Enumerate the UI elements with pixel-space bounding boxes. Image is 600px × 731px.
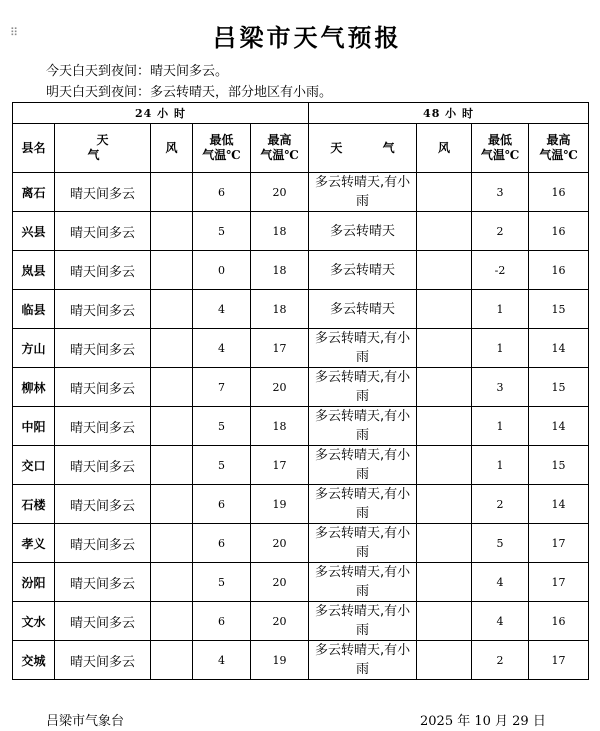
wind-48h xyxy=(417,524,472,563)
wind-48h xyxy=(417,212,472,251)
high-temp-24h: 19 xyxy=(251,485,309,524)
period-24h-header: 24 小 时 xyxy=(13,103,309,124)
county-name: 交城 xyxy=(13,641,55,680)
high-temp-48h: 16 xyxy=(529,602,589,641)
wind-48h xyxy=(417,446,472,485)
high-temp-48h: 16 xyxy=(529,173,589,212)
table-row xyxy=(13,251,589,290)
table-row xyxy=(13,602,589,641)
low-temp-24h: 0 xyxy=(193,251,251,290)
low-temp-24h: 6 xyxy=(193,485,251,524)
wind-24h xyxy=(151,524,193,563)
county-name: 岚县 xyxy=(13,251,55,290)
wind-24h xyxy=(151,407,193,446)
low-temp-48h-header-line1: 最低 xyxy=(488,133,513,147)
county-name: 中阳 xyxy=(13,407,55,446)
summary-today: 今天白天到夜间：晴天间多云。 xyxy=(46,64,229,79)
county-name: 方山 xyxy=(13,329,55,368)
weather-24h: 晴天间多云 xyxy=(55,641,151,680)
weather-48h: 多云转晴天,有小雨 xyxy=(309,368,417,407)
weather-24h: 晴天间多云 xyxy=(55,329,151,368)
forecast-table xyxy=(12,102,589,680)
high-temp-24h-header xyxy=(251,124,309,173)
weather-24h: 晴天间多云 xyxy=(55,602,151,641)
high-temp-24h: 18 xyxy=(251,212,309,251)
wind-48h xyxy=(417,485,472,524)
high-temp-48h-header-line1: 最高 xyxy=(546,133,571,147)
wind-48h xyxy=(417,290,472,329)
county-name: 文水 xyxy=(13,602,55,641)
drag-handle-icon[interactable]: ⠿ xyxy=(10,26,18,39)
wind-48h-header: 风 xyxy=(417,124,472,173)
low-temp-24h: 5 xyxy=(193,563,251,602)
wind-48h xyxy=(417,251,472,290)
weather-24h: 晴天间多云 xyxy=(55,368,151,407)
table-row xyxy=(13,329,589,368)
wind-48h xyxy=(417,641,472,680)
low-temp-24h: 5 xyxy=(193,407,251,446)
low-temp-48h: 2 xyxy=(472,485,529,524)
high-temp-48h: 15 xyxy=(529,368,589,407)
period-48h-header: 48 小 时 xyxy=(309,103,589,124)
wind-24h xyxy=(151,368,193,407)
county-name: 石楼 xyxy=(13,485,55,524)
weather-24h: 晴天间多云 xyxy=(55,524,151,563)
weather-48h: 多云转晴天 xyxy=(309,290,417,329)
weather-24h: 晴天间多云 xyxy=(55,251,151,290)
low-temp-48h: 4 xyxy=(472,563,529,602)
low-temp-48h: 1 xyxy=(472,290,529,329)
wind-48h xyxy=(417,407,472,446)
county-name: 临县 xyxy=(13,290,55,329)
wind-48h xyxy=(417,602,472,641)
county-name: 汾阳 xyxy=(13,563,55,602)
high-temp-24h: 19 xyxy=(251,641,309,680)
high-temp-24h: 17 xyxy=(251,329,309,368)
low-temp-48h: 2 xyxy=(472,641,529,680)
low-temp-24h: 4 xyxy=(193,641,251,680)
low-temp-48h-header-line2: 气温℃ xyxy=(480,148,520,162)
weather-24h: 晴天间多云 xyxy=(55,485,151,524)
county-name: 离石 xyxy=(13,173,55,212)
table-row xyxy=(13,173,589,212)
wind-24h xyxy=(151,290,193,329)
wind-24h xyxy=(151,485,193,524)
county-name: 交口 xyxy=(13,446,55,485)
high-temp-24h: 17 xyxy=(251,446,309,485)
county-header: 县名 xyxy=(13,124,55,173)
wind-24h xyxy=(151,446,193,485)
high-temp-24h: 20 xyxy=(251,524,309,563)
table-row xyxy=(13,212,589,251)
low-temp-48h: 3 xyxy=(472,173,529,212)
high-temp-48h: 15 xyxy=(529,446,589,485)
weather-48h: 多云转晴天 xyxy=(309,251,417,290)
low-temp-24h: 5 xyxy=(193,212,251,251)
county-name: 兴县 xyxy=(13,212,55,251)
low-temp-24h: 4 xyxy=(193,290,251,329)
page-title: 吕梁市天气预报 xyxy=(212,23,402,52)
low-temp-48h: 2 xyxy=(472,212,529,251)
weather-48h-header: 天 气 xyxy=(309,124,417,173)
table-row xyxy=(13,290,589,329)
weather-24h-header: 天 气 xyxy=(55,124,151,173)
period-header-row xyxy=(13,103,589,124)
weather-24h: 晴天间多云 xyxy=(55,446,151,485)
summary-tomorrow: 明天白天到夜间：多云转晴天，部分地区有小雨。 xyxy=(46,85,333,100)
weather-48h: 多云转晴天,有小雨 xyxy=(309,173,417,212)
high-temp-24h-header-line2: 气温℃ xyxy=(260,148,299,162)
wind-48h xyxy=(417,563,472,602)
wind-24h xyxy=(151,173,193,212)
table-row xyxy=(13,446,589,485)
low-temp-24h: 7 xyxy=(193,368,251,407)
low-temp-24h-header-line1: 最低 xyxy=(209,133,234,147)
low-temp-24h: 5 xyxy=(193,446,251,485)
weather-48h: 多云转晴天,有小雨 xyxy=(309,407,417,446)
weather-24h: 晴天间多云 xyxy=(55,173,151,212)
table-row xyxy=(13,407,589,446)
wind-24h xyxy=(151,212,193,251)
high-temp-48h: 16 xyxy=(529,251,589,290)
low-temp-48h: 4 xyxy=(472,602,529,641)
high-temp-48h: 17 xyxy=(529,641,589,680)
weather-48h: 多云转晴天,有小雨 xyxy=(309,446,417,485)
table-row xyxy=(13,641,589,680)
low-temp-24h: 4 xyxy=(193,329,251,368)
high-temp-48h: 16 xyxy=(529,212,589,251)
low-temp-48h: 3 xyxy=(472,368,529,407)
wind-48h xyxy=(417,173,472,212)
weather-48h: 多云转晴天,有小雨 xyxy=(309,524,417,563)
high-temp-48h: 14 xyxy=(529,329,589,368)
wind-24h xyxy=(151,329,193,368)
county-name: 孝义 xyxy=(13,524,55,563)
high-temp-48h: 14 xyxy=(529,485,589,524)
wind-24h xyxy=(151,641,193,680)
high-temp-48h: 17 xyxy=(529,563,589,602)
low-temp-48h: -2 xyxy=(472,251,529,290)
issuer-name: 吕梁市气象台 xyxy=(46,714,125,729)
weather-48h: 多云转晴天,有小雨 xyxy=(309,641,417,680)
wind-24h xyxy=(151,563,193,602)
weather-24h: 晴天间多云 xyxy=(55,407,151,446)
low-temp-24h-header xyxy=(193,124,251,173)
high-temp-48h-header xyxy=(529,124,589,173)
table-row xyxy=(13,368,589,407)
table-row xyxy=(13,563,589,602)
high-temp-24h-header-line1: 最高 xyxy=(267,133,292,147)
weather-24h: 晴天间多云 xyxy=(55,212,151,251)
wind-24h xyxy=(151,602,193,641)
weather-48h: 多云转晴天,有小雨 xyxy=(309,485,417,524)
high-temp-24h: 18 xyxy=(251,251,309,290)
high-temp-48h: 17 xyxy=(529,524,589,563)
low-temp-48h: 1 xyxy=(472,329,529,368)
wind-24h xyxy=(151,251,193,290)
weather-24h: 晴天间多云 xyxy=(55,290,151,329)
table-row xyxy=(13,485,589,524)
low-temp-48h-header xyxy=(472,124,529,173)
high-temp-24h: 20 xyxy=(251,173,309,212)
weather-48h: 多云转晴天 xyxy=(309,212,417,251)
low-temp-24h: 6 xyxy=(193,173,251,212)
high-temp-48h: 15 xyxy=(529,290,589,329)
county-name: 柳林 xyxy=(13,368,55,407)
wind-24h-header: 风 xyxy=(151,124,193,173)
weather-24h: 晴天间多云 xyxy=(55,563,151,602)
issue-date: 2025 年 10 月 29 日 xyxy=(420,714,546,729)
weather-48h: 多云转晴天,有小雨 xyxy=(309,602,417,641)
low-temp-24h: 6 xyxy=(193,524,251,563)
weather-48h: 多云转晴天,有小雨 xyxy=(309,563,417,602)
wind-48h xyxy=(417,329,472,368)
low-temp-24h: 6 xyxy=(193,602,251,641)
table-row xyxy=(13,524,589,563)
low-temp-48h: 1 xyxy=(472,446,529,485)
wind-48h xyxy=(417,368,472,407)
high-temp-48h: 14 xyxy=(529,407,589,446)
column-header-row xyxy=(13,124,589,173)
weather-48h: 多云转晴天,有小雨 xyxy=(309,329,417,368)
high-temp-24h: 18 xyxy=(251,407,309,446)
high-temp-48h-header-line2: 气温℃ xyxy=(539,148,578,162)
low-temp-24h-header-line2: 气温℃ xyxy=(202,148,241,162)
high-temp-24h: 18 xyxy=(251,290,309,329)
high-temp-24h: 20 xyxy=(251,602,309,641)
high-temp-24h: 20 xyxy=(251,368,309,407)
low-temp-48h: 5 xyxy=(472,524,529,563)
low-temp-48h: 1 xyxy=(472,407,529,446)
high-temp-24h: 20 xyxy=(251,563,309,602)
